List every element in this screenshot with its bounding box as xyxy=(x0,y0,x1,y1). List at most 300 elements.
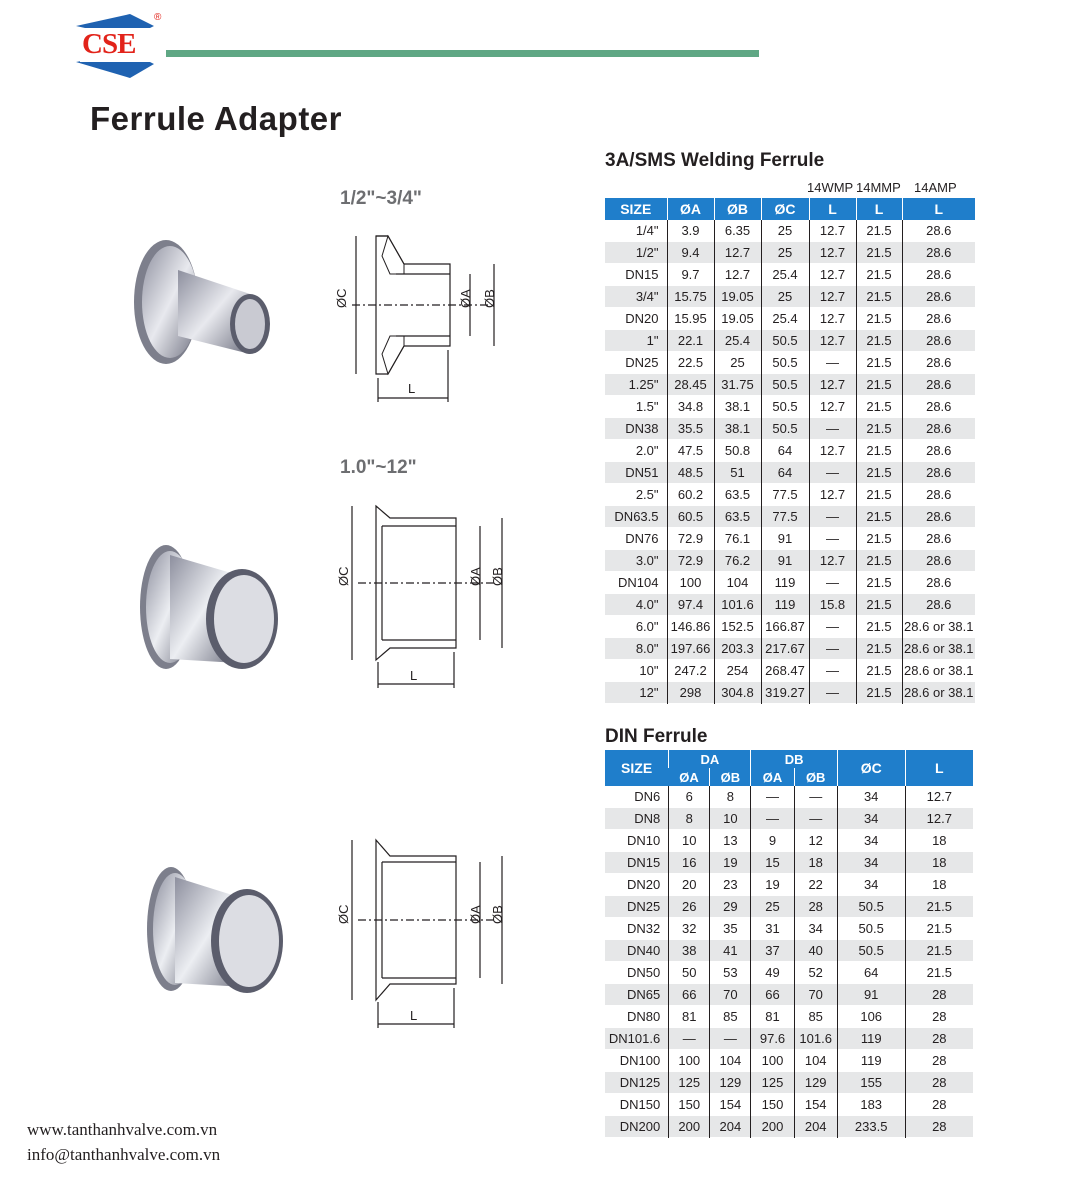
size-cell: DN25 xyxy=(625,355,659,370)
size-cell: DN20 xyxy=(625,311,659,326)
value-cell: 119 xyxy=(761,594,809,616)
size-cell: DN80 xyxy=(626,1009,661,1024)
value-cell: 72.9 xyxy=(667,550,714,572)
value-cell: 50.5 xyxy=(761,396,809,418)
value-cell: 31 xyxy=(751,918,794,940)
size-cell: DN65 xyxy=(605,984,669,1006)
dim-b-label: ØB xyxy=(482,289,497,308)
sms-table-title: 3A/SMS Welding Ferrule xyxy=(605,150,825,171)
value-cell: 15.75 xyxy=(667,286,714,308)
value-cell: 81 xyxy=(751,1006,794,1028)
value-cell: 247.2 xyxy=(667,660,714,682)
value-cell: — xyxy=(751,808,794,830)
value-cell: 12.7 xyxy=(809,440,856,462)
table-row xyxy=(605,242,975,264)
value-cell: — xyxy=(809,660,856,682)
value-cell: 28.6 xyxy=(902,242,975,264)
dim-a-label: ØA xyxy=(458,289,473,308)
table-row xyxy=(605,396,975,418)
value-cell: 40 xyxy=(794,940,837,962)
value-cell: 76.1 xyxy=(714,528,761,550)
value-cell: 28 xyxy=(905,1116,973,1138)
value-cell: 21.5 xyxy=(856,638,902,660)
value-cell: 298 xyxy=(667,682,714,704)
value-cell: 19.05 xyxy=(714,308,761,330)
value-cell: 12.7 xyxy=(809,264,856,286)
value-cell: 119 xyxy=(837,1050,905,1072)
value-cell: 21.5 xyxy=(856,440,902,462)
value-cell: 254 xyxy=(714,660,761,682)
value-cell: 97.4 xyxy=(667,594,714,616)
value-cell: 12.7 xyxy=(809,242,856,264)
value-cell: 100 xyxy=(751,1050,794,1072)
value-cell: 28 xyxy=(905,984,973,1006)
registered-mark: ® xyxy=(154,12,162,23)
drawing-range-label: 1.0"~12" xyxy=(340,457,417,478)
value-cell: 12.7 xyxy=(809,286,856,308)
size-cell: DN8 xyxy=(605,808,669,830)
value-cell: — xyxy=(809,616,856,638)
value-cell: 21.5 xyxy=(856,616,902,638)
col-size: SIZE xyxy=(605,750,669,786)
value-cell: 25.4 xyxy=(714,330,761,352)
value-cell: 25 xyxy=(714,352,761,374)
value-cell: 12.7 xyxy=(809,396,856,418)
value-cell: 28.6 xyxy=(902,418,975,440)
value-cell: 100 xyxy=(667,572,714,594)
value-cell: 34 xyxy=(837,874,905,896)
sms-ferrule-table xyxy=(605,198,975,704)
col-group-da: DA xyxy=(669,750,751,768)
value-cell: 81 xyxy=(669,1006,710,1028)
value-cell: 150 xyxy=(669,1094,710,1116)
value-cell: 76.2 xyxy=(714,550,761,572)
value-cell: 21.5 xyxy=(856,330,902,352)
value-cell: 52 xyxy=(794,962,837,984)
size-cell: DN6 xyxy=(634,789,661,804)
dim-b-label: ØB xyxy=(490,905,505,924)
value-cell: 146.86 xyxy=(667,616,714,638)
table-row xyxy=(605,616,975,638)
value-cell: 203.3 xyxy=(714,638,761,660)
value-cell: 28.6 xyxy=(902,484,975,506)
page-title: Ferrule Adapter xyxy=(90,100,343,137)
value-cell: 6 xyxy=(669,786,710,808)
value-cell: 60.2 xyxy=(667,484,714,506)
value-cell: 64 xyxy=(761,440,809,462)
value-cell: 21.5 xyxy=(856,374,902,396)
table-row xyxy=(605,374,975,396)
value-cell: — xyxy=(809,638,856,660)
value-cell: 154 xyxy=(710,1094,751,1116)
value-cell: 21.5 xyxy=(856,220,902,242)
value-cell: 21.5 xyxy=(856,286,902,308)
col-oc: ØC xyxy=(837,750,905,786)
value-cell: 50.5 xyxy=(837,918,905,940)
value-cell: 125 xyxy=(669,1072,710,1094)
table-row xyxy=(605,220,975,242)
size-cell: DN104 xyxy=(618,575,659,590)
value-cell: 28 xyxy=(905,1094,973,1116)
col-l: L xyxy=(905,750,973,786)
table-row xyxy=(605,1072,973,1094)
sub-header-14wmp: 14WMP xyxy=(807,180,854,195)
value-cell: 18 xyxy=(905,830,973,852)
value-cell: 66 xyxy=(669,984,710,1006)
value-cell: 21.5 xyxy=(856,484,902,506)
size-cell: DN40 xyxy=(605,940,669,962)
col-oc: ØC xyxy=(761,198,809,220)
drawing-range-label: 1/2"~3/4" xyxy=(340,188,422,209)
value-cell: 28.6 xyxy=(902,396,975,418)
value-cell: 21.5 xyxy=(856,594,902,616)
col-l-14amp: L xyxy=(902,198,975,220)
size-cell: DN15 xyxy=(625,267,659,282)
col-size: SIZE xyxy=(605,198,667,220)
value-cell: 8 xyxy=(710,786,751,808)
value-cell: 21.5 xyxy=(856,396,902,418)
value-cell: — xyxy=(809,506,856,528)
value-cell: 129 xyxy=(794,1072,837,1094)
size-cell: DN200 xyxy=(605,1116,669,1138)
table-row xyxy=(605,918,973,940)
ferrule-photo-large xyxy=(135,855,295,1005)
value-cell: 28 xyxy=(905,1006,973,1028)
dim-c-label: ØC xyxy=(334,288,349,308)
value-cell: 50.5 xyxy=(761,374,809,396)
value-cell: 21.5 xyxy=(856,572,902,594)
value-cell: 34 xyxy=(837,830,905,852)
value-cell: 53 xyxy=(710,962,751,984)
value-cell: 104 xyxy=(794,1050,837,1072)
value-cell: 29 xyxy=(710,896,751,918)
table-row xyxy=(605,984,973,1006)
value-cell: 19 xyxy=(751,874,794,896)
dim-b-label: ØB xyxy=(490,567,505,586)
value-cell: 21.5 xyxy=(856,462,902,484)
value-cell: 28.6 or 38.1 xyxy=(902,660,975,682)
value-cell: 106 xyxy=(837,1006,905,1028)
value-cell: 15 xyxy=(751,852,794,874)
sub-header-14mmp: 14MMP xyxy=(856,180,901,195)
value-cell: — xyxy=(809,352,856,374)
value-cell: 34.8 xyxy=(667,396,714,418)
value-cell: 152.5 xyxy=(714,616,761,638)
dim-l-label: L xyxy=(408,381,416,396)
table-row xyxy=(605,1006,973,1028)
value-cell: 22 xyxy=(794,874,837,896)
size-cell: 3/4" xyxy=(605,286,667,308)
size-cell: DN51 xyxy=(605,462,667,484)
size-cell: DN32 xyxy=(626,921,661,936)
table-row xyxy=(605,286,975,308)
table-row xyxy=(605,330,975,352)
value-cell: 25.4 xyxy=(761,308,809,330)
value-cell: 21.5 xyxy=(856,682,902,704)
value-cell: 12.7 xyxy=(905,808,973,830)
dim-c-label: ØC xyxy=(336,904,351,924)
table-row xyxy=(605,682,975,704)
value-cell: 47.5 xyxy=(667,440,714,462)
size-cell: 1.5" xyxy=(635,399,659,414)
value-cell: 150 xyxy=(751,1094,794,1116)
table-row xyxy=(605,550,975,572)
col-l-14mmp: L xyxy=(856,198,902,220)
col-da-ob: ØB xyxy=(710,768,751,786)
value-cell: — xyxy=(809,682,856,704)
value-cell: 12 xyxy=(794,830,837,852)
value-cell: 233.5 xyxy=(837,1116,905,1138)
value-cell: 21.5 xyxy=(856,528,902,550)
value-cell: 21.5 xyxy=(856,418,902,440)
value-cell: 50.8 xyxy=(714,440,761,462)
value-cell: 21.5 xyxy=(856,308,902,330)
value-cell: 28.6 xyxy=(902,264,975,286)
value-cell: 28.6 xyxy=(902,506,975,528)
value-cell: 268.47 xyxy=(761,660,809,682)
value-cell: 18 xyxy=(905,874,973,896)
value-cell: 72.9 xyxy=(667,528,714,550)
table-row xyxy=(605,594,975,616)
size-cell: 6.0" xyxy=(635,619,659,634)
table-row xyxy=(605,352,975,374)
value-cell: 12.7 xyxy=(714,264,761,286)
size-cell: 2.5" xyxy=(635,487,659,502)
value-cell: 125 xyxy=(751,1072,794,1094)
ferrule-photo-medium xyxy=(130,535,290,685)
value-cell: 48.5 xyxy=(667,462,714,484)
size-cell: DN50 xyxy=(626,965,661,980)
value-cell: 183 xyxy=(837,1094,905,1116)
value-cell: 28.6 xyxy=(902,286,975,308)
value-cell: 85 xyxy=(710,1006,751,1028)
table-row xyxy=(605,484,975,506)
col-ob: ØB xyxy=(714,198,761,220)
value-cell: 50 xyxy=(669,962,710,984)
value-cell: 9.7 xyxy=(667,264,714,286)
value-cell: 38.1 xyxy=(714,396,761,418)
value-cell: 66 xyxy=(751,984,794,1006)
value-cell: 16 xyxy=(669,852,710,874)
value-cell: 28.6 xyxy=(902,528,975,550)
value-cell: — xyxy=(710,1028,751,1050)
table-row xyxy=(605,462,975,484)
value-cell: 200 xyxy=(751,1116,794,1138)
dim-a-label: ØA xyxy=(468,567,483,586)
value-cell: 35 xyxy=(710,918,751,940)
value-cell: 12.7 xyxy=(809,220,856,242)
size-cell: 8.0" xyxy=(605,638,667,660)
table-row xyxy=(605,808,973,830)
value-cell: 12.7 xyxy=(714,242,761,264)
value-cell: 31.75 xyxy=(714,374,761,396)
size-cell: 1/2" xyxy=(605,242,667,264)
dim-a-label: ØA xyxy=(468,905,483,924)
value-cell: 22.5 xyxy=(667,352,714,374)
value-cell: 28.6 xyxy=(902,462,975,484)
table-row xyxy=(605,1094,973,1116)
website-link[interactable]: www.tanthanhvalve.com.vn xyxy=(27,1120,218,1139)
table-row xyxy=(605,308,975,330)
header-divider xyxy=(166,50,759,57)
value-cell: 26 xyxy=(669,896,710,918)
value-cell: 155 xyxy=(837,1072,905,1094)
value-cell: 63.5 xyxy=(714,484,761,506)
table-row xyxy=(605,572,975,594)
value-cell: 60.5 xyxy=(667,506,714,528)
col-oa: ØA xyxy=(667,198,714,220)
value-cell: 28.45 xyxy=(667,374,714,396)
size-cell: DN100 xyxy=(619,1053,661,1068)
value-cell: 9.4 xyxy=(667,242,714,264)
table-row xyxy=(605,830,973,852)
value-cell: 34 xyxy=(837,808,905,830)
value-cell: 85 xyxy=(794,1006,837,1028)
value-cell: 91 xyxy=(761,550,809,572)
value-cell: 18 xyxy=(905,852,973,874)
value-cell: 23 xyxy=(710,874,751,896)
size-cell: 1.25" xyxy=(605,374,667,396)
size-cell: DN38 xyxy=(605,418,667,440)
col-da-oa: ØA xyxy=(669,768,710,786)
value-cell: 166.87 xyxy=(761,616,809,638)
value-cell: 10 xyxy=(669,830,710,852)
value-cell: 64 xyxy=(761,462,809,484)
value-cell: 13 xyxy=(710,830,751,852)
value-cell: 28.6 xyxy=(902,572,975,594)
size-cell: DN15 xyxy=(605,852,669,874)
value-cell: 21.5 xyxy=(856,352,902,374)
value-cell: 28 xyxy=(905,1050,973,1072)
value-cell: 38.1 xyxy=(714,418,761,440)
ferrule-photo-small xyxy=(118,232,288,372)
value-cell: 64 xyxy=(837,962,905,984)
value-cell: 25 xyxy=(761,220,809,242)
value-cell: 9 xyxy=(751,830,794,852)
value-cell: 19 xyxy=(710,852,751,874)
dim-c-label: ØC xyxy=(336,566,351,586)
size-cell: 12" xyxy=(605,682,667,704)
value-cell: 28.6 or 38.1 xyxy=(902,638,975,660)
value-cell: 21.5 xyxy=(856,660,902,682)
value-cell: 217.67 xyxy=(761,638,809,660)
table-row xyxy=(605,1116,973,1138)
din-table-title: DIN Ferrule xyxy=(605,726,708,747)
size-cell: DN10 xyxy=(626,833,661,848)
value-cell: 77.5 xyxy=(761,506,809,528)
size-cell: 3.0" xyxy=(605,550,667,572)
value-cell: 200 xyxy=(669,1116,710,1138)
table-row xyxy=(605,506,975,528)
value-cell: 91 xyxy=(761,528,809,550)
email-link[interactable]: info@tanthanhvalve.com.vn xyxy=(27,1145,221,1164)
value-cell: 32 xyxy=(669,918,710,940)
value-cell: 41 xyxy=(710,940,751,962)
value-cell: 12.7 xyxy=(809,550,856,572)
value-cell: 21.5 xyxy=(905,918,973,940)
value-cell: 6.35 xyxy=(714,220,761,242)
size-cell: DN63.5 xyxy=(605,506,667,528)
value-cell: 50.5 xyxy=(761,418,809,440)
size-cell: DN25 xyxy=(605,896,669,918)
dim-l-label: L xyxy=(410,668,418,683)
size-cell: 1" xyxy=(605,330,667,352)
value-cell: 25 xyxy=(761,242,809,264)
value-cell: 25 xyxy=(761,286,809,308)
size-cell: DN76 xyxy=(625,531,659,546)
value-cell: 21.5 xyxy=(905,940,973,962)
table-row xyxy=(605,418,975,440)
value-cell: 28.6 xyxy=(902,440,975,462)
value-cell: 3.9 xyxy=(667,220,714,242)
table-row xyxy=(605,638,975,660)
value-cell: 91 xyxy=(837,984,905,1006)
value-cell: 21.5 xyxy=(905,896,973,918)
table-row xyxy=(605,440,975,462)
value-cell: 12.7 xyxy=(809,308,856,330)
value-cell: 28.6 xyxy=(902,352,975,374)
size-cell: 2.0" xyxy=(635,443,659,458)
value-cell: 28.6 xyxy=(902,308,975,330)
value-cell: 104 xyxy=(710,1050,751,1072)
value-cell: — xyxy=(809,528,856,550)
value-cell: 319.27 xyxy=(761,682,809,704)
size-cell: DN150 xyxy=(619,1097,661,1112)
value-cell: 34 xyxy=(794,918,837,940)
size-cell: DN125 xyxy=(605,1072,669,1094)
value-cell: 21.5 xyxy=(856,242,902,264)
value-cell: 35.5 xyxy=(667,418,714,440)
value-cell: 100 xyxy=(669,1050,710,1072)
table-row xyxy=(605,1050,973,1072)
value-cell: 77.5 xyxy=(761,484,809,506)
value-cell: 49 xyxy=(751,962,794,984)
value-cell: 50.5 xyxy=(837,940,905,962)
value-cell: 19.05 xyxy=(714,286,761,308)
value-cell: 28.6 xyxy=(902,594,975,616)
value-cell: 70 xyxy=(794,984,837,1006)
value-cell: 21.5 xyxy=(856,506,902,528)
table-row xyxy=(605,874,973,896)
value-cell: — xyxy=(794,786,837,808)
dim-l-label: L xyxy=(410,1008,418,1023)
value-cell: 28.6 xyxy=(902,374,975,396)
value-cell: 119 xyxy=(837,1028,905,1050)
value-cell: 15.8 xyxy=(809,594,856,616)
value-cell: — xyxy=(751,786,794,808)
value-cell: 37 xyxy=(751,940,794,962)
ferrule-drawing-large xyxy=(330,832,520,1032)
value-cell: 21.5 xyxy=(856,264,902,286)
table-row xyxy=(605,264,975,286)
value-cell: 28.6 xyxy=(902,550,975,572)
value-cell: 119 xyxy=(761,572,809,594)
size-cell: 1/4" xyxy=(635,223,659,238)
value-cell: 51 xyxy=(714,462,761,484)
value-cell: — xyxy=(809,572,856,594)
value-cell: 63.5 xyxy=(714,506,761,528)
table-row xyxy=(605,896,973,918)
col-db-oa: ØA xyxy=(751,768,794,786)
value-cell: 28.6 or 38.1 xyxy=(902,682,975,704)
table-row xyxy=(605,852,973,874)
value-cell: 50.5 xyxy=(761,352,809,374)
value-cell: 304.8 xyxy=(714,682,761,704)
value-cell: 28.6 xyxy=(902,220,975,242)
value-cell: 38 xyxy=(669,940,710,962)
value-cell: 50.5 xyxy=(761,330,809,352)
value-cell: 25.4 xyxy=(761,264,809,286)
